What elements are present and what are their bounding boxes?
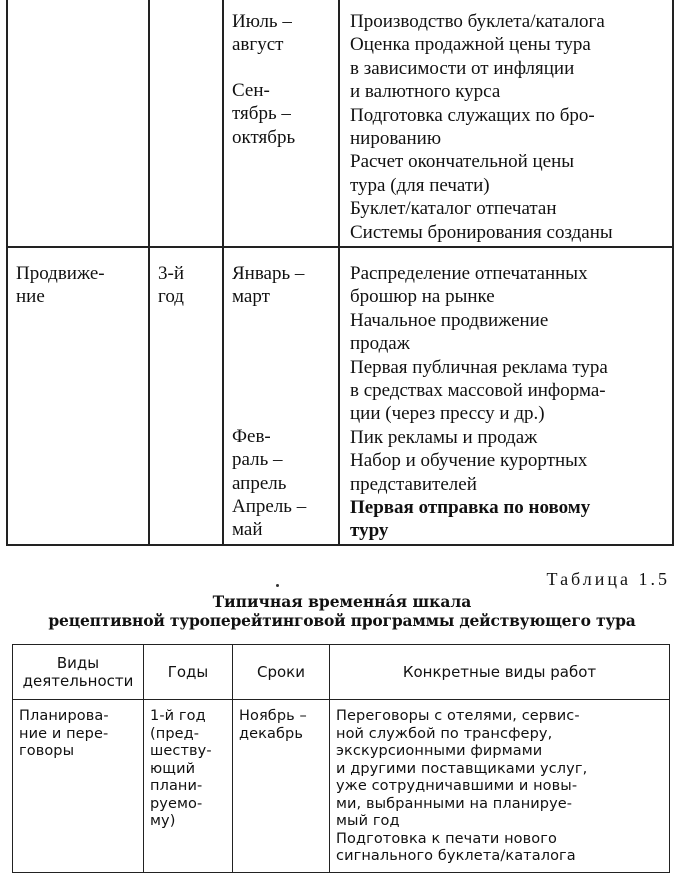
timeline-table [12,644,670,873]
task-line: представителей [350,473,477,495]
header-line: Виды [56,654,100,672]
task-line: брошюр на рынке [350,286,495,308]
activity-line: ние [16,286,45,308]
task-line: экскурсионными фирмами [336,743,543,759]
table-row [13,700,670,873]
header-period: Сроки [233,645,330,700]
task-line: тура (для печати) [350,174,490,196]
task-line: Буклет/каталог отпечатан [350,198,557,220]
task-line: Системы бронирования созданы [350,221,613,243]
task-line: ции (через прессу и др.) [350,403,545,425]
period-line: Январь – [232,263,305,284]
task-line: Начальное продвижение [350,309,549,331]
tasks-cell [330,700,670,873]
activity-line: Планирова- [19,708,109,724]
task-line: ми, выбранными на планируе- [336,795,573,812]
header-years: Годы [144,645,233,700]
activity-cell [7,0,149,247]
year-line: шеству- [150,743,212,759]
year-line: 1-й год [150,708,206,724]
period-line: Сен- [232,79,270,101]
header-tasks: Конкретные виды работ [330,645,670,700]
table-number: Таблица 1.5 [546,569,670,589]
task-line: Подготовка к печати нового [336,830,557,847]
year-cell [149,0,223,247]
stray-mark [276,584,279,587]
period-line: апрель [232,472,287,494]
activity-line: говоры [19,743,75,759]
activity-cell [13,700,144,873]
year-cell [149,247,223,545]
task-line: в зависимости от инфляции [350,57,575,79]
task-line: в средствах массовой информа- [350,380,606,402]
task-line: Пик рекламы и продаж [350,426,538,448]
period-cell [223,0,339,247]
task-line: Расчет окончательной цены [350,151,575,173]
task-line: уже сотрудничавшими и новы- [336,778,578,794]
year-line: му) [150,813,176,829]
period-line: раль – [232,449,283,471]
year-cell [144,700,233,873]
header-activity [13,645,144,700]
activity-cell [7,247,149,545]
table-header-row [13,645,670,700]
period-line: Ноябрь – [239,708,307,724]
year-line: плани- [150,778,203,794]
task-line: мый год [336,813,400,829]
period-line: октябрь [232,126,296,148]
task-line: нированию [350,128,442,150]
period-cell [233,700,330,873]
schedule-table-continued [6,0,674,546]
table-row [7,247,673,545]
task-line: Переговоры с отелями, сервис- [336,708,580,724]
tasks-cell [339,0,673,247]
period-line: май [232,519,263,541]
task-line: и валютного курса [350,81,501,103]
task-line: продаж [350,333,410,355]
period-line: Июль – [232,11,292,32]
year-line: ющий [150,760,196,777]
period-cell [223,247,339,545]
year-line: (пред- [150,725,200,742]
year-line: год [158,286,184,308]
task-line: Первая публичная реклама тура [350,356,608,378]
period-line: Апрель – [232,496,307,518]
task-line-bold: туру [350,520,389,542]
task-line: Набор и обучение курортных [350,450,588,472]
task-line: Распределение отпечатанных [350,263,588,284]
task-line: Производство буклета/каталога [350,11,605,32]
year-line: руемо- [150,795,203,812]
task-line: Оценка продажной цены тура [350,34,591,56]
task-line: ной службой по трансферу, [336,725,553,742]
period-line: август [232,34,284,56]
table-caption-line: Типичная временнáя шкала [212,592,472,611]
period-line: тябрь – [232,103,291,125]
year-line: 3-й [158,263,184,284]
task-line: и другими поставщиками услуг, [336,760,588,777]
tasks-cell [339,247,673,545]
period-line: декабрь [239,725,303,742]
table-caption-line: рецептивной туроперейтинговой программы действующего тура [48,611,636,630]
task-line: сигнального буклета/каталога [336,848,576,864]
activity-line: Продвиже- [16,263,105,284]
period-line: март [232,286,270,308]
table-row [7,0,673,247]
activity-line: ние и пере- [19,725,109,742]
task-line: Подготовка служащих по бро- [350,104,595,126]
header-line: деятельности [22,672,134,690]
period-line: Фев- [232,425,271,447]
task-line-bold: Первая отправка по новому [350,497,591,519]
